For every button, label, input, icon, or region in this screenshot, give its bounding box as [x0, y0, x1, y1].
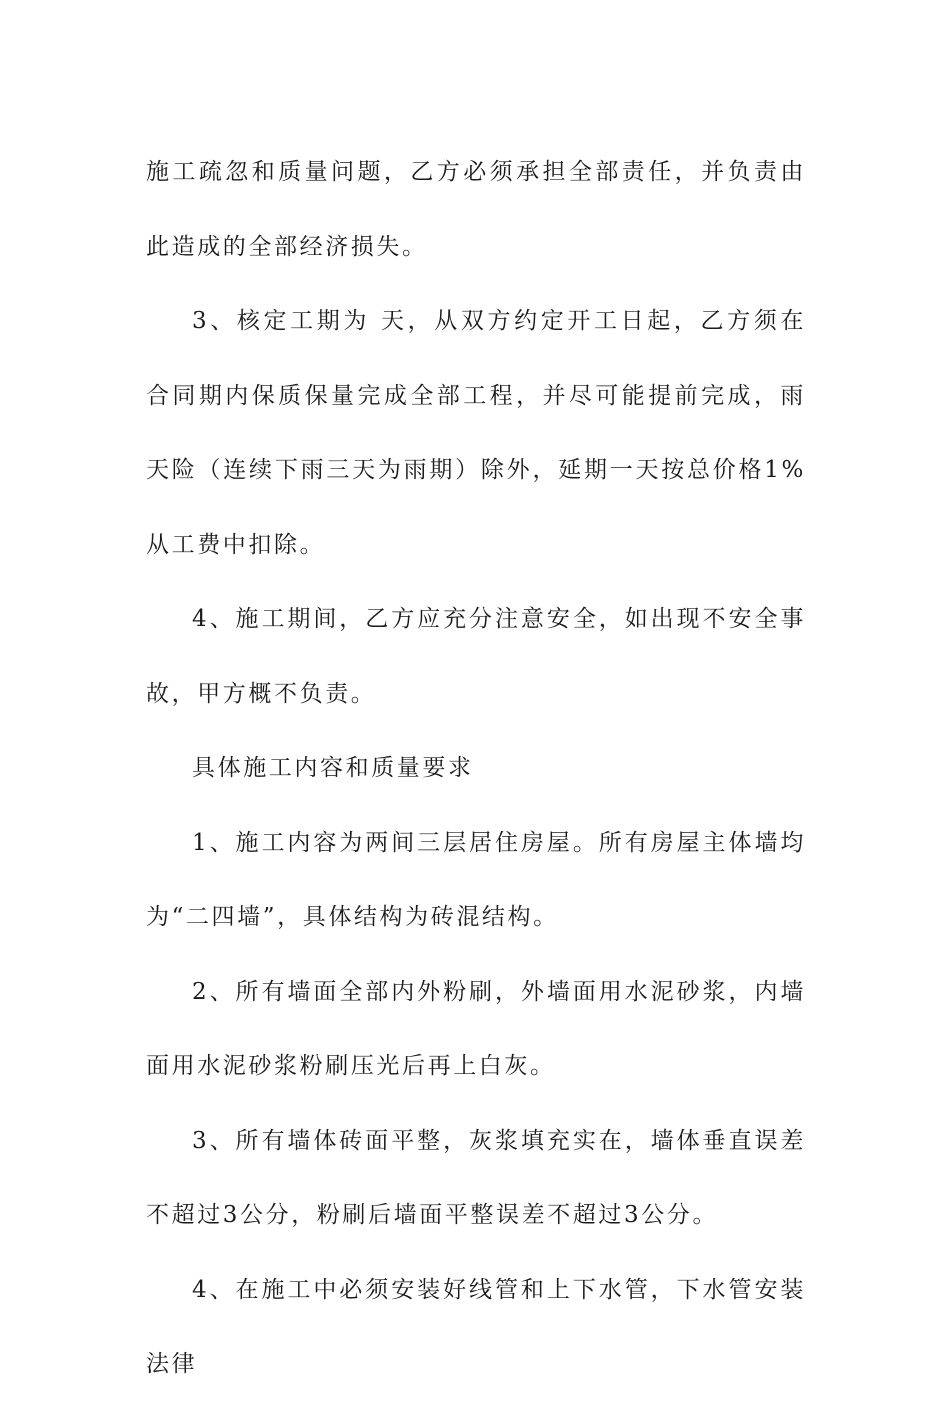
- paragraph-continuation: 施工疏忽和质量问题，乙方必须承担全部责任，并负责由此造成的全部经济损失。: [146, 159, 806, 260]
- paragraph-requirement-3: 3、所有墙体砖面平整，灰浆填充实在，墙体垂直误差不超过3公分，粉刷后墙面平整误差不超过3公分。: [146, 1127, 806, 1228]
- paragraph-requirement-4: 4、在施工中必须安装好线管和上下水管，下水管安装法律: [146, 1276, 806, 1377]
- paragraph-requirement-2: 2、所有墙面全部内外粉刷，外墙面用水泥砂浆，内墙面用水泥砂浆粉刷压光后再上白灰。: [146, 978, 806, 1079]
- paragraph-clause-3: 3、核定工期为 天，从双方约定开工日起，乙方须在合同期内保质保量完成全部工程，并尽可能提前完成，雨天险（连续下雨三天为雨期）除外，延期一天按总价格1%从工费中扣除。: [146, 308, 806, 558]
- document-body: [146, 135, 806, 1402]
- paragraph-clause-4: 4、施工期间，乙方应充分注意安全，如出现不安全事故，甲方概不负责。: [146, 606, 806, 707]
- section-heading: 具体施工内容和质量要求: [192, 755, 474, 781]
- paragraph-requirement-1: 1、施工内容为两间三层居住房屋。所有房屋主体墙均为“二四墙”，具体结构为砖混结构。: [146, 829, 806, 930]
